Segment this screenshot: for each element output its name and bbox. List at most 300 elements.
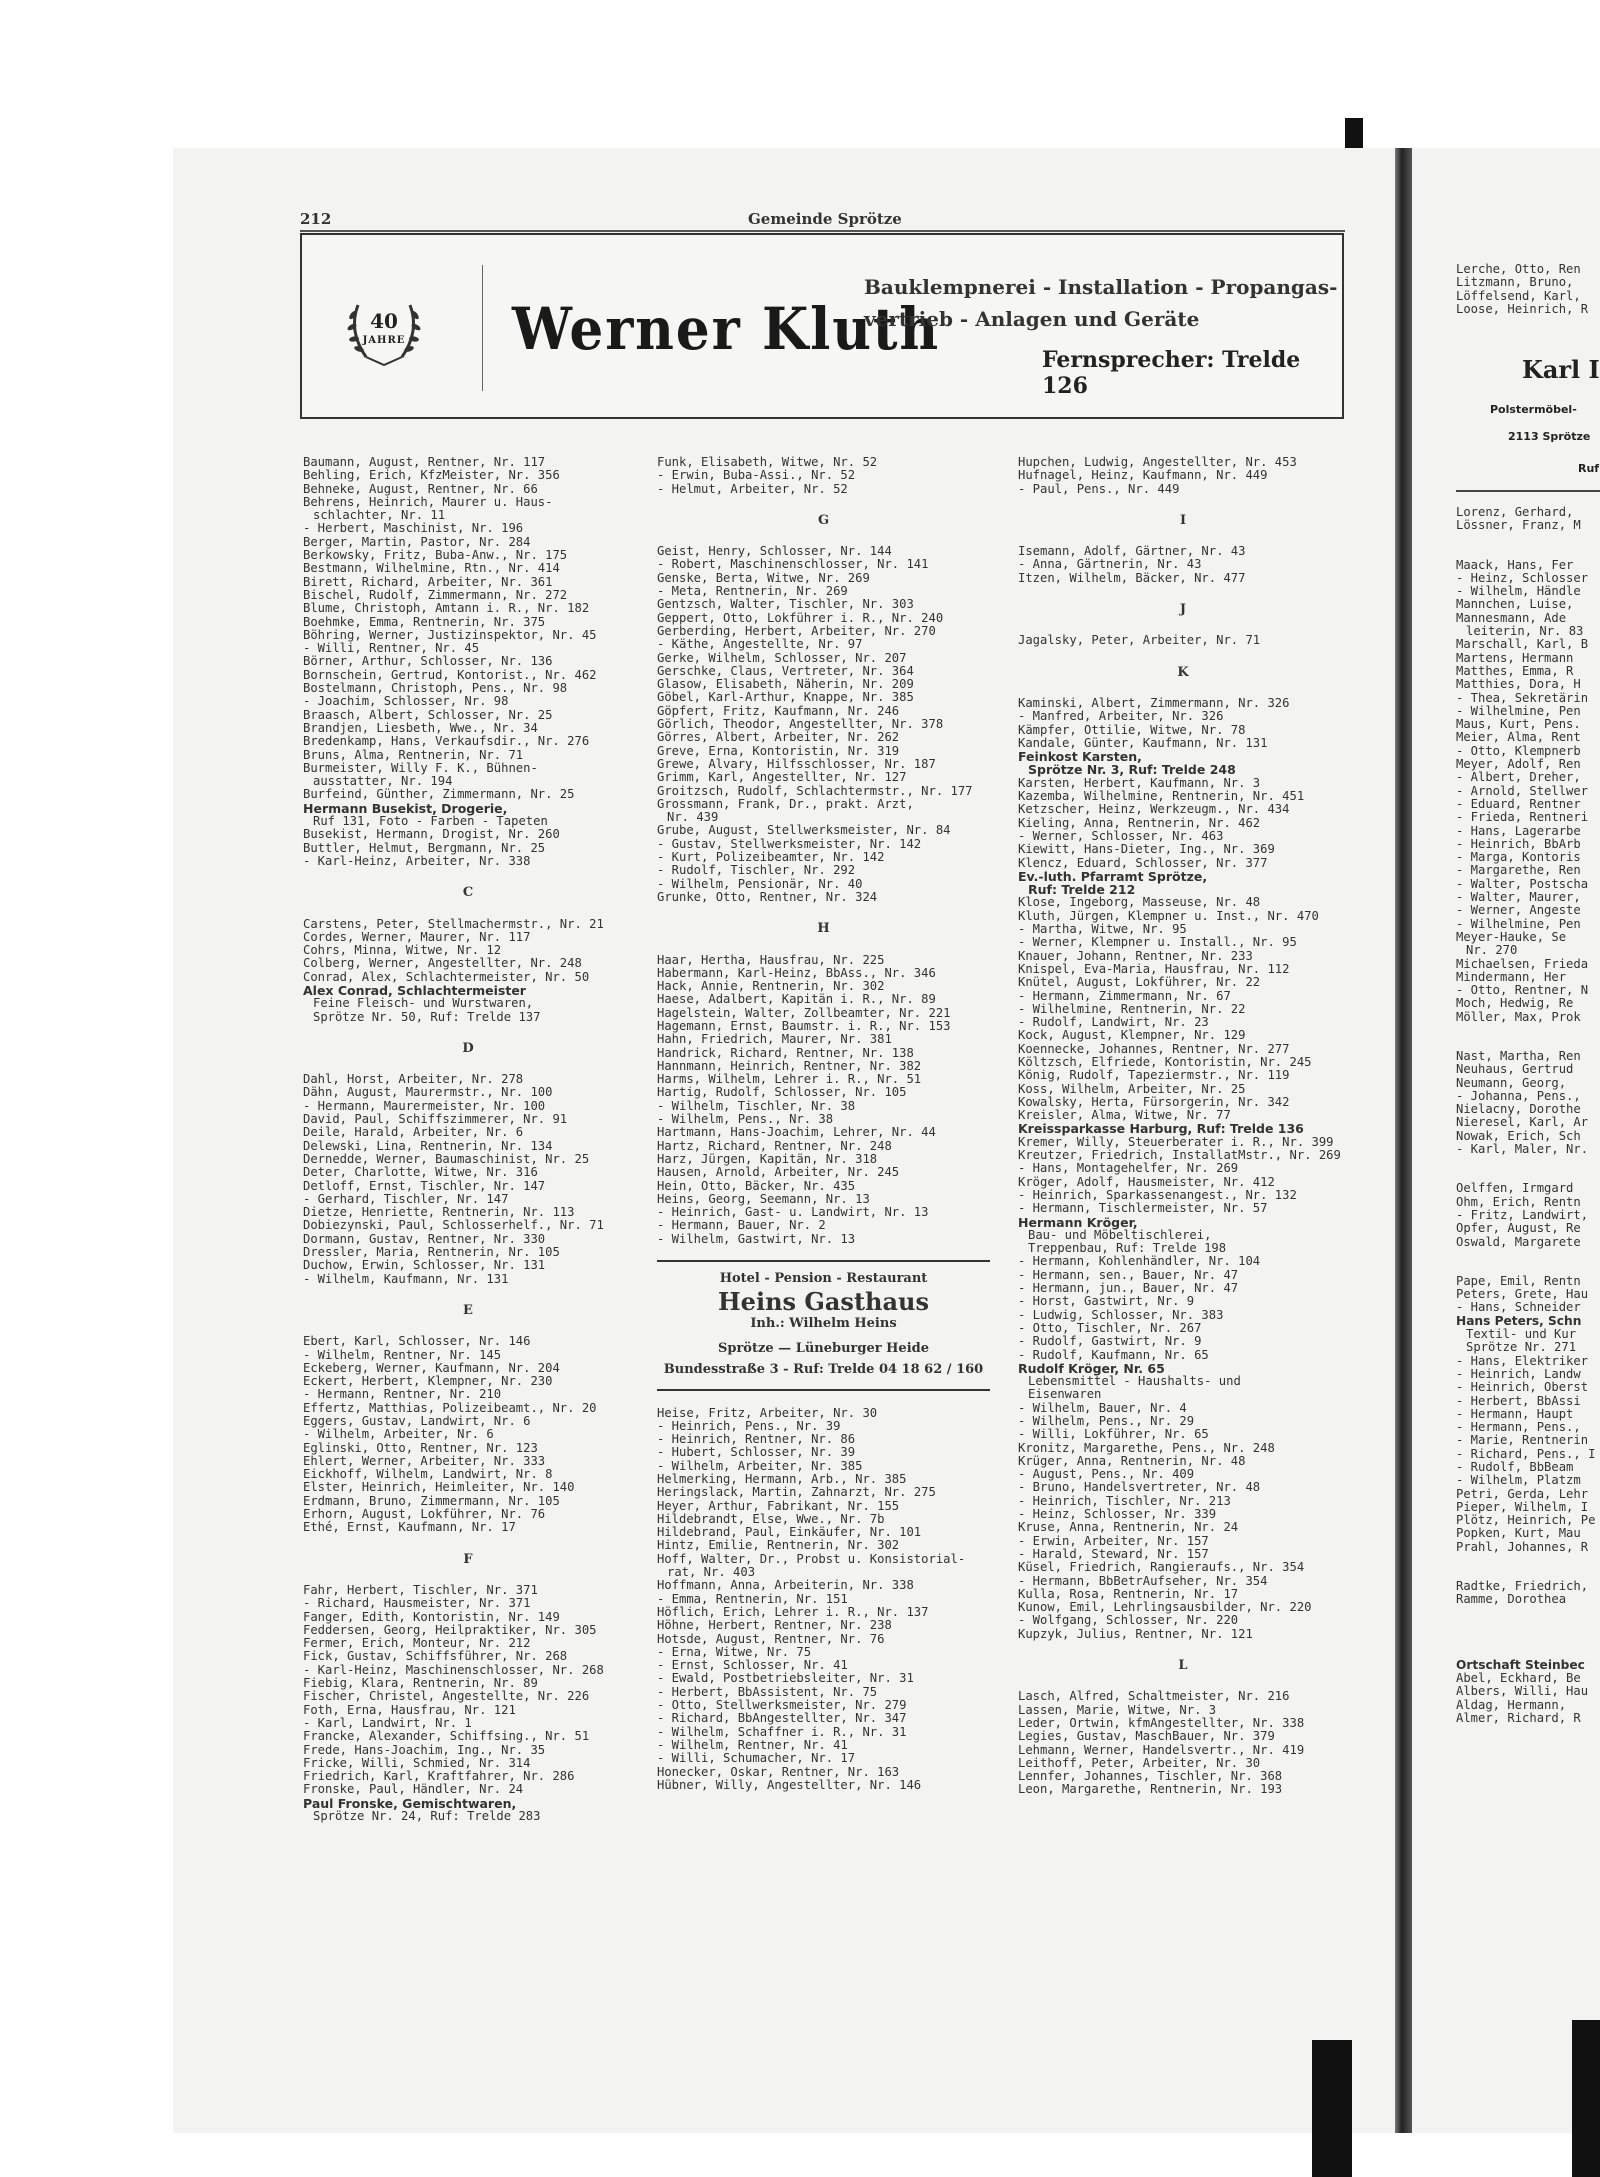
directory-entry: Ebert, Karl, Schlosser, Nr. 146: [303, 1334, 531, 1349]
directory-entry: Grewe, Alvary, Hilfsschlosser, Nr. 187: [657, 756, 936, 771]
directory-entry: Gentzsch, Walter, Tischler, Nr. 303: [657, 597, 914, 612]
directory-entry: Grossmann, Frank, Dr., prakt. Arzt,: [657, 796, 914, 811]
directory-entry: Ohm, Erich, Rentn: [1456, 1194, 1581, 1209]
directory-entry: Dernedde, Werner, Baumaschinist, Nr. 25: [303, 1151, 590, 1166]
business-entry: Alex Conrad, Schlachtermeister: [303, 982, 526, 998]
directory-entry: Matthes, Emma, R: [1456, 663, 1574, 678]
directory-entry: - Marga, Kontoris: [1456, 850, 1581, 865]
directory-entry: Heyer, Arthur, Fabrikant, Nr. 155: [657, 1498, 900, 1513]
directory-entry: - Wilhelm, Arbeiter, Nr. 6: [303, 1427, 494, 1442]
hotel-services: Hotel - Pension - Restaurant: [719, 1271, 928, 1287]
directory-entry: Kunow, Emil, Lehrlingsausbilder, Nr. 220: [1018, 1600, 1312, 1615]
directory-entry: Fick, Gustav, Schiffsführer, Nr. 268: [303, 1649, 568, 1664]
directory-entry: Detloff, Ernst, Tischler, Nr. 147: [303, 1178, 546, 1193]
directory-entry: Fischer, Christel, Angestellte, Nr. 226: [303, 1689, 590, 1704]
directory-entry: Haese, Adalbert, Kapitän i. R., Nr. 89: [657, 992, 936, 1007]
directory-entry: Kremer, Willy, Steuerberater i. R., Nr. 399: [1018, 1134, 1334, 1149]
directory-entry: Honecker, Oskar, Rentner, Nr. 163: [657, 1764, 900, 1779]
directory-entry: - Walter, Postscha: [1456, 876, 1589, 891]
business-entry: Hans Peters, Schn: [1456, 1313, 1582, 1328]
directory-entry: Dormann, Gustav, Rentner, Nr. 330: [303, 1231, 546, 1246]
directory-entry: Popken, Kurt, Mau: [1456, 1526, 1581, 1541]
directory-entry: Berger, Martin, Pastor, Nr. 284: [303, 534, 531, 549]
directory-entry: Habermann, Karl-Heinz, BbAss., Nr. 346: [657, 965, 936, 980]
directory-entry: - Willi, Lokführer, Nr. 65: [1018, 1427, 1209, 1442]
directory-entry: - Werner, Schlosser, Nr. 463: [1018, 828, 1224, 843]
right-ad-rule: [1456, 490, 1600, 492]
directory-entry: Matthies, Dora, H: [1456, 677, 1581, 692]
directory-entry: - Joachim, Schlosser, Nr. 98: [303, 694, 509, 709]
directory-entry: Plötz, Heinrich, Pe: [1456, 1513, 1596, 1528]
directory-entry: - Wilhelm, Rentner, Nr. 41: [657, 1737, 848, 1752]
directory-entry: Albers, Willi, Hau: [1456, 1684, 1589, 1699]
directory-column-3: [1018, 456, 1348, 1797]
directory-entry: - Hermann, jun., Bauer, Nr. 47: [1018, 1281, 1239, 1296]
directory-entry: Hartz, Richard, Rentner, Nr. 248: [657, 1138, 892, 1153]
directory-entry: Klencz, Eduard, Schlosser, Nr. 377: [1018, 855, 1268, 870]
directory-entry: Erdmann, Bruno, Zimmermann, Nr. 105: [303, 1493, 560, 1508]
directory-entry: Maus, Kurt, Pens.: [1456, 717, 1581, 732]
directory-entry: - Wilhelm, Tischler, Nr. 38: [657, 1098, 856, 1113]
directory-entry: Colberg, Werner, Angestellter, Nr. 248: [303, 956, 582, 971]
directory-entry: - Otto, Stellwerksmeister, Nr. 279: [657, 1698, 907, 1713]
directory-entry: Effertz, Matthias, Polizeibeamt., Nr. 20: [303, 1400, 597, 1415]
directory-entry: Hahn, Friedrich, Maurer, Nr. 381: [657, 1032, 892, 1047]
directory-entry: - Richard, Pens., I: [1456, 1446, 1596, 1461]
directory-entry: Hack, Annie, Rentnerin, Nr. 302: [657, 979, 885, 994]
section-gap: [1456, 1024, 1595, 1050]
directory-entry: Hintz, Emilie, Rentnerin, Nr. 302: [657, 1538, 900, 1553]
directory-entry: - Robert, Maschinenschlosser, Nr. 141: [657, 557, 929, 572]
directory-entry: Elster, Heinrich, Heimleiter, Nr. 140: [303, 1480, 575, 1495]
directory-entry: Hildebrandt, Else, Wwe., Nr. 7b: [657, 1511, 885, 1526]
directory-entry: Bornschein, Gertrud, Kontorist., Nr. 462: [303, 667, 597, 682]
directory-entry: Baumann, August, Rentner, Nr. 117: [303, 455, 546, 469]
directory-entry: Fanger, Edith, Kontoristin, Nr. 149: [303, 1609, 560, 1624]
directory-entry: Petri, Gerda, Lehr: [1456, 1486, 1589, 1501]
business-entry: Rudolf Kröger, Nr. 65: [1018, 1360, 1165, 1376]
directory-entry: Hoffmann, Anna, Arbeiterin, Nr. 338: [657, 1578, 914, 1593]
directory-entry: Grimm, Karl, Angestellter, Nr. 127: [657, 770, 907, 785]
directory-entry: Dähn, August, Maurermstr., Nr. 100: [303, 1085, 553, 1100]
section-gap: [1456, 533, 1595, 559]
business-entry: Kreissparkasse Harburg, Ruf: Trelde 136: [1018, 1121, 1304, 1137]
section-letter: H: [817, 921, 830, 937]
directory-entry: Hupchen, Ludwig, Angestellter, Nr. 453: [1018, 455, 1297, 469]
directory-entry: Meyer-Hauke, Se: [1456, 929, 1567, 944]
directory-entry: Peters, Grete, Hau: [1456, 1287, 1589, 1302]
directory-entry: Dietze, Henriette, Rentnerin, Nr. 113: [303, 1205, 575, 1220]
directory-entry: Meyer, Adolf, Ren: [1456, 757, 1581, 772]
directory-entry: - Johanna, Pens.,: [1456, 1088, 1581, 1103]
advertisement-heins-gasthaus: [657, 1260, 990, 1390]
directory-entry: - Emma, Rentnerin, Nr. 151: [657, 1591, 848, 1606]
hotel-address: Bundesstraße 3 - Ruf: Trelde 04 18 62 / 160: [663, 1362, 984, 1378]
directory-entry: - Hermann, Rentner, Nr. 210: [303, 1387, 502, 1402]
directory-entry: - Heinrich, Landw: [1456, 1366, 1581, 1381]
directory-entry: - Heinrich, Oberst: [1456, 1380, 1589, 1395]
directory-entry: - Otto, Klempnerb: [1456, 743, 1581, 758]
directory-entry: Itzen, Wilhelm, Bäcker, Nr. 477: [1018, 570, 1246, 585]
scanner-clip-bottom: [1312, 2040, 1352, 2177]
directory-entry: Carstens, Peter, Stellmachermstr., Nr. 21: [303, 916, 604, 931]
directory-entry: - Heinrich, BbArb: [1456, 836, 1581, 851]
directory-entry: Buttler, Helmut, Bergmann, Nr. 25: [303, 840, 546, 855]
directory-entry: - Karl-Heinz, Arbeiter, Nr. 338: [303, 853, 531, 868]
entry-continuation: schlachter, Nr. 11: [313, 508, 446, 523]
directory-entry: Leithoff, Peter, Arbeiter, Nr. 30: [1018, 1755, 1261, 1770]
directory-entry: Eglinski, Otto, Rentner, Nr. 123: [303, 1440, 538, 1455]
directory-entry: Duchow, Erwin, Schlosser, Nr. 131: [303, 1258, 546, 1273]
directory-entry: Leon, Margarethe, Rentnerin, Nr. 193: [1018, 1782, 1283, 1797]
directory-entry: - Hermann, Pens.,: [1456, 1420, 1581, 1435]
directory-entry: - Werner, Klempner u. Install., Nr. 95: [1018, 935, 1297, 950]
directory-entry: Greve, Erna, Kontoristin, Nr. 319: [657, 743, 900, 758]
section-letter: G: [817, 512, 830, 528]
directory-entry: Behneke, August, Rentner, Nr. 66: [303, 481, 538, 496]
directory-entry: Opfer, August, Re: [1456, 1221, 1581, 1236]
directory-entry: - Rudolf, BbBeam: [1456, 1460, 1574, 1474]
directory-entry: Lasch, Alfred, Schaltmeister, Nr. 216: [1018, 1689, 1290, 1704]
directory-entry: Hotsde, August, Rentner, Nr. 76: [657, 1631, 885, 1646]
directory-entry: Abel, Eckhard, Be: [1456, 1670, 1581, 1685]
directory-entry: Bruns, Alma, Rentnerin, Nr. 71: [303, 747, 524, 762]
directory-entry: Geist, Henry, Schlosser, Nr. 144: [657, 544, 892, 559]
directory-entry: Höflich, Erich, Lehrer i. R., Nr. 137: [657, 1604, 929, 1619]
directory-entry: Moch, Hedwig, Re: [1456, 996, 1574, 1011]
directory-entry: Dressler, Maria, Rentnerin, Nr. 105: [303, 1245, 560, 1260]
directory-entry: - Richard, Hausmeister, Nr. 371: [303, 1596, 531, 1611]
directory-entry: Knütel, August, Lokführer, Nr. 22: [1018, 975, 1261, 990]
directory-entry: - Wilhelm, Händle: [1456, 584, 1581, 599]
directory-entry: - Hermann, Haupt: [1456, 1406, 1574, 1421]
entry-continuation: Eisenwaren: [1028, 1387, 1102, 1402]
ad-services-line-2: vertrieb - Anlagen und Geräte: [864, 307, 1200, 331]
directory-entry: Hoff, Walter, Dr., Probst u. Konsistorial-: [657, 1551, 966, 1566]
directory-entry: Aldag, Hermann,: [1456, 1697, 1567, 1712]
directory-entry: Frede, Hans-Joachim, Ing., Nr. 35: [303, 1742, 546, 1757]
directory-entry: Prahl, Johannes, R: [1456, 1539, 1589, 1554]
directory-entry: Fronske, Paul, Händler, Nr. 24: [303, 1782, 524, 1797]
directory-entry: Kieling, Anna, Rentnerin, Nr. 462: [1018, 815, 1261, 830]
directory-entry: Neumann, Georg,: [1456, 1075, 1567, 1090]
directory-entry: Ehlert, Werner, Arbeiter, Nr. 333: [303, 1453, 546, 1468]
directory-entry: - Wilhelm, Arbeiter, Nr. 385: [657, 1458, 863, 1473]
hotel-name: Heins Gasthaus: [718, 1287, 929, 1317]
directory-entry: Geppert, Otto, Lokführer i. R., Nr. 240: [657, 610, 944, 625]
section-letter: F: [463, 1551, 473, 1567]
directory-entry: Görres, Albert, Arbeiter, Nr. 262: [657, 730, 900, 745]
directory-entry: Funk, Elisabeth, Witwe, Nr. 52: [657, 455, 878, 469]
directory-entry: Radtke, Friedrich,: [1456, 1579, 1589, 1594]
directory-entry: Küsel, Friedrich, Rangieraufs., Nr. 354: [1018, 1560, 1305, 1575]
directory-entry: Martens, Hermann: [1456, 650, 1574, 665]
directory-entry: Klose, Ingeborg, Masseuse, Nr. 48: [1018, 895, 1261, 910]
directory-entry: Leder, Ortwin, kfmAngestellter, Nr. 338: [1018, 1715, 1305, 1730]
directory-entry: Löffelsend, Karl,: [1456, 288, 1581, 303]
directory-entry: - Heinz, Schlosser: [1456, 570, 1589, 585]
directory-entry: - Ernst, Schlosser, Nr. 41: [657, 1658, 848, 1673]
directory-entry: - Manfred, Arbeiter, Nr. 326: [1018, 709, 1224, 724]
entry-continuation: ausstatter, Nr. 194: [313, 774, 453, 789]
directory-entry: - Hubert, Schlosser, Nr. 39: [657, 1445, 856, 1460]
directory-entry: - Paul, Pens., Nr. 449: [1018, 481, 1180, 496]
directory-entry: - Willi, Schumacher, Nr. 17: [657, 1751, 856, 1766]
directory-entry: - Hans, Schneider: [1456, 1300, 1581, 1315]
directory-entry: Dahl, Horst, Arbeiter, Nr. 278: [303, 1072, 524, 1087]
entry-continuation: Treppenbau, Ruf: Trelde 198: [1028, 1241, 1227, 1256]
directory-entry: - Harald, Steward, Nr. 157: [1018, 1546, 1209, 1561]
directory-entry: - Wilhelm, Bauer, Nr. 4: [1018, 1400, 1187, 1415]
directory-entry: - Wilhelmine, Rentnerin, Nr. 22: [1018, 1001, 1246, 1016]
directory-entry: Foth, Erna, Hausfrau, Nr. 121: [303, 1702, 516, 1717]
directory-entry: Conrad, Alex, Schlachtermeister, Nr. 50: [303, 969, 590, 984]
company-name: Werner Kluth: [512, 295, 941, 363]
directory-column-2: [657, 456, 990, 1792]
business-entry: Ortschaft Steinbec: [1456, 1657, 1585, 1672]
directory-entry: - Heinrich, Pens., Nr. 39: [657, 1418, 841, 1433]
directory-entry: Eggers, Gustav, Landwirt, Nr. 6: [303, 1414, 531, 1428]
directory-entry: Isemann, Adolf, Gärtner, Nr. 43: [1018, 544, 1246, 559]
directory-entry: Friedrich, Karl, Kraftfahrer, Nr. 286: [303, 1769, 575, 1784]
directory-entry: Dobiezynski, Paul, Schlosserhelf., Nr. 71: [303, 1218, 604, 1233]
header-rule: [300, 230, 1345, 232]
directory-entry: Börner, Arthur, Schlosser, Nr. 136: [303, 654, 553, 669]
directory-entry: - Helmut, Arbeiter, Nr. 52: [657, 481, 848, 496]
directory-entry: Bostelmann, Christoph, Pens., Nr. 98: [303, 681, 568, 696]
directory-entry: Knispel, Eva-Maria, Hausfrau, Nr. 112: [1018, 961, 1290, 976]
directory-entry: Heins, Georg, Seemann, Nr. 13: [657, 1191, 870, 1206]
entry-continuation: Textil- und Kur: [1466, 1327, 1577, 1342]
directory-entry: Nast, Martha, Ren: [1456, 1048, 1581, 1063]
directory-entry: Hagelstein, Walter, Zollbeamter, Nr. 221: [657, 1005, 951, 1020]
scan-margin: [0, 0, 1600, 58]
directory-entry: Lerche, Otto, Ren: [1456, 262, 1581, 276]
directory-entry: - Wilhelm, Kaufmann, Nr. 131: [303, 1271, 509, 1286]
hotel-owner: Inh.: Wilhelm Heins: [750, 1315, 897, 1331]
business-entry: Paul Fronske, Gemischtwaren,: [303, 1795, 517, 1811]
directory-entry: Heringslack, Martin, Zahnarzt, Nr. 275: [657, 1485, 936, 1500]
directory-entry: Hagemann, Ernst, Baumstr. i. R., Nr. 153: [657, 1018, 951, 1033]
directory-entry: Pieper, Wilhelm, I: [1456, 1499, 1589, 1514]
directory-entry: Grube, August, Stellwerksmeister, Nr. 84: [657, 823, 951, 838]
directory-entry: Gerke, Wilhelm, Schlosser, Nr. 207: [657, 650, 907, 665]
directory-entry: - Rudolf, Landwirt, Nr. 23: [1018, 1015, 1209, 1030]
directory-entry: Hartig, Rudolf, Schlosser, Nr. 105: [657, 1085, 907, 1100]
directory-entry: Behrens, Heinrich, Maurer u. Haus-: [303, 494, 553, 509]
ad-phone: Fernsprecher: Trelde 126: [1042, 347, 1301, 399]
section-letter: J: [1179, 602, 1187, 618]
directory-entry: Koss, Wilhelm, Arbeiter, Nr. 25: [1018, 1081, 1246, 1096]
entry-continuation: Bau- und Möbeltischlerei,: [1028, 1227, 1212, 1242]
directory-entry: - Rudolf, Kaufmann, Nr. 65: [1018, 1347, 1209, 1362]
directory-entry: Eickhoff, Wilhelm, Landwirt, Nr. 8: [303, 1467, 553, 1482]
directory-entry: - Fritz, Landwirt,: [1456, 1207, 1589, 1222]
page-title: Gemeinde Sprötze: [748, 210, 902, 228]
directory-entry: Krüger, Anna, Rentnerin, Nr. 48: [1018, 1453, 1246, 1468]
directory-entry: - Kurt, Polizeibeamter, Nr. 142: [657, 850, 885, 865]
directory-entry: Hannmann, Heinrich, Rentner, Nr. 382: [657, 1058, 922, 1073]
business-entry: Hermann Kröger,: [1018, 1214, 1138, 1230]
directory-entry: - Wilhelmine, Pen: [1456, 703, 1581, 718]
right-ad-sub1: Polstermöbel-: [1490, 403, 1577, 416]
directory-entry: Helmerking, Hermann, Arb., Nr. 385: [657, 1472, 907, 1486]
directory-entry: Mindermann, Her: [1456, 969, 1567, 984]
directory-entry: Nieresel, Karl, Ar: [1456, 1115, 1589, 1130]
directory-entry: Hartmann, Hans-Joachim, Lehrer, Nr. 44: [657, 1125, 936, 1140]
directory-entry: Fricke, Willi, Schmied, Nr. 314: [303, 1755, 531, 1770]
directory-entry: Blume, Christoph, Amtann i. R., Nr. 182: [303, 601, 590, 616]
directory-entry: - Heinz, Schlosser, Nr. 339: [1018, 1507, 1217, 1522]
entry-continuation: leiterin, Nr. 83: [1466, 624, 1584, 639]
directory-entry: Pape, Emil, Rentn: [1456, 1273, 1581, 1288]
directory-entry: - Frieda, Rentneri: [1456, 810, 1589, 825]
directory-entry: - Meta, Rentnerin, Nr. 269: [657, 584, 848, 599]
directory-entry: Genske, Berta, Witwe, Nr. 269: [657, 570, 870, 585]
right-page-list: [1456, 506, 1595, 1725]
directory-entry: Feddersen, Georg, Heilpraktiker, Nr. 305: [303, 1622, 597, 1637]
directory-entry: - Karl, Landwirt, Nr. 1: [303, 1715, 472, 1730]
directory-entry: - Eduard, Rentner: [1456, 796, 1581, 811]
directory-entry: Höhne, Herbert, Rentner, Nr. 238: [657, 1618, 892, 1633]
directory-entry: - Otto, Rentner, N: [1456, 983, 1589, 998]
badge-label: JAHRE: [362, 335, 406, 346]
section-gap: [1456, 1554, 1595, 1580]
directory-entry: Cordes, Werner, Maurer, Nr. 117: [303, 929, 531, 944]
directory-entry: Lehmann, Werner, Handelsvertr., Nr. 419: [1018, 1742, 1305, 1757]
section-gap: [1456, 1607, 1595, 1633]
directory-entry: Neuhaus, Gertrud: [1456, 1062, 1574, 1077]
right-ad-sub2: 2113 Sprötze: [1508, 430, 1591, 443]
directory-entry: Birett, Richard, Arbeiter, Nr. 361: [303, 574, 553, 589]
directory-entry: Lössner, Franz, M: [1456, 518, 1581, 533]
directory-entry: - Erwin, Arbeiter, Nr. 157: [1018, 1533, 1209, 1548]
directory-entry: Nowak, Erich, Sch: [1456, 1128, 1581, 1143]
directory-entry: Mannchen, Luise,: [1456, 597, 1574, 612]
directory-entry: Kowalsky, Herta, Fürsorgerin, Nr. 342: [1018, 1094, 1290, 1109]
directory-entry: Brandjen, Liesbeth, Wwe., Nr. 34: [303, 720, 538, 735]
entry-continuation: Sprötze Nr. 271: [1466, 1340, 1577, 1355]
section-gap: [1456, 1633, 1595, 1659]
directory-entry: Kämpfer, Ottilie, Witwe, Nr. 78: [1018, 722, 1246, 737]
directory-entry: Kulla, Rosa, Rentnerin, Nr. 17: [1018, 1586, 1239, 1601]
directory-entry: Kluth, Jürgen, Klempner u. Inst., Nr. 470: [1018, 908, 1319, 923]
directory-entry: Braasch, Albert, Schlosser, Nr. 25: [303, 707, 553, 722]
directory-entry: - Rudolf, Gastwirt, Nr. 9: [1018, 1334, 1202, 1349]
directory-entry: Ketzscher, Heinz, Werkzeugm., Nr. 434: [1018, 802, 1290, 817]
directory-entry: - Horst, Gastwirt, Nr. 9: [1018, 1294, 1195, 1309]
directory-entry: - Wilhelm, Pensionär, Nr. 40: [657, 876, 863, 891]
directory-entry: Behling, Erich, KfzMeister, Nr. 356: [303, 468, 560, 483]
directory-entry: Kazemba, Wilhelmine, Rentnerin, Nr. 451: [1018, 789, 1305, 804]
directory-entry: Hufnagel, Heinz, Kaufmann, Nr. 449: [1018, 468, 1268, 483]
directory-entry: - Hermann, BbBetrAufseher, Nr. 354: [1018, 1573, 1268, 1588]
directory-entry: - Rudolf, Tischler, Nr. 292: [657, 863, 856, 878]
entry-continuation: Nr. 270: [1466, 943, 1518, 958]
section-letter: L: [1178, 1658, 1188, 1674]
ad-services-line-1: Bauklempnerei - Installation - Propangas-: [864, 275, 1338, 299]
directory-entry: Michaelsen, Frieda: [1456, 956, 1589, 971]
directory-entry: - Herbert, BbAssistent, Nr. 75: [657, 1684, 878, 1699]
directory-entry: Heise, Fritz, Arbeiter, Nr. 30: [657, 1405, 878, 1420]
entry-continuation: Sprötze Nr. 24, Ruf: Trelde 283: [313, 1809, 541, 1824]
directory-entry: Lorenz, Gerhard,: [1456, 505, 1574, 519]
directory-entry: - Erna, Witwe, Nr. 75: [657, 1644, 812, 1659]
directory-entry: Loose, Heinrich, R: [1456, 301, 1589, 316]
directory-entry: - Thea, Sekretärin: [1456, 690, 1589, 705]
directory-entry: - Hans, Montagehelfer, Nr. 269: [1018, 1161, 1239, 1176]
directory-entry: - Heinrich, Tischler, Nr. 213: [1018, 1493, 1231, 1508]
directory-entry: Hausen, Arnold, Arbeiter, Nr. 245: [657, 1165, 900, 1180]
section-letter: K: [1177, 664, 1189, 680]
directory-entry: Gerberding, Herbert, Arbeiter, Nr. 270: [657, 623, 936, 638]
directory-entry: Deile, Harald, Arbeiter, Nr. 6: [303, 1125, 524, 1140]
directory-entry: Legies, Gustav, MaschBauer, Nr. 379: [1018, 1729, 1275, 1744]
section-letter: C: [462, 885, 474, 901]
directory-entry: - Hermann, Bauer, Nr. 2: [657, 1218, 826, 1233]
directory-entry: Kupzyk, Julius, Rentner, Nr. 121: [1018, 1626, 1253, 1641]
directory-entry: Hildebrand, Paul, Einkäufer, Nr. 101: [657, 1525, 922, 1540]
directory-entry: Harms, Wilhelm, Lehrer i. R., Nr. 51: [657, 1072, 922, 1087]
ad-divider: [482, 265, 483, 391]
directory-column-1: [303, 456, 633, 1823]
directory-entry: Almer, Richard, R: [1456, 1710, 1581, 1725]
directory-entry: - Hans, Lagerarbe: [1456, 823, 1581, 838]
business-entry: Ev.-luth. Pfarramt Sprötze,: [1018, 868, 1208, 884]
directory-entry: - Marie, Rentnerin: [1456, 1433, 1589, 1448]
directory-entry: - Richard, BbAngestellter, Nr. 347: [657, 1711, 907, 1726]
directory-entry: Erhorn, August, Lokführer, Nr. 76: [303, 1507, 546, 1522]
directory-entry: David, Paul, Schiffszimmerer, Nr. 91: [303, 1112, 568, 1127]
directory-entry: Bredenkamp, Hans, Verkaufsdir., Nr. 276: [303, 734, 590, 749]
directory-entry: Böhring, Werner, Justizinspektor, Nr. 45: [303, 627, 597, 642]
section-gap: [1456, 1249, 1595, 1275]
directory-entry: Kaminski, Albert, Zimmermann, Nr. 326: [1018, 695, 1290, 710]
directory-entry: Groitzsch, Rudolf, Schlachtermstr., Nr. 177: [657, 783, 973, 798]
right-ad-title: Karl I: [1522, 355, 1600, 384]
right-page-top-list: [1456, 263, 1588, 316]
section-letter: E: [463, 1302, 473, 1318]
badge-number: 40: [370, 309, 398, 333]
directory-entry: - Karl, Maler, Nr.: [1456, 1142, 1589, 1157]
directory-entry: Oelffen, Irmgard: [1456, 1181, 1574, 1196]
directory-entry: Lassen, Marie, Witwe, Nr. 3: [1018, 1702, 1217, 1717]
directory-entry: - Wolfgang, Schlosser, Nr. 220: [1018, 1613, 1239, 1628]
directory-entry: - Arnold, Stellwer: [1456, 783, 1589, 798]
directory-entry: Delewski, Lina, Rentnerin, Nr. 134: [303, 1138, 553, 1153]
right-ad-sub3: Ruf: [1578, 462, 1600, 475]
directory-entry: Fiebig, Klara, Rentnerin, Nr. 89: [303, 1676, 538, 1691]
entry-continuation: Ruf 131, Foto - Farben - Tapeten: [313, 814, 548, 829]
directory-entry: Boehmke, Emma, Rentnerin, Nr. 375: [303, 614, 546, 629]
business-entry: Feinkost Karsten,: [1018, 749, 1142, 765]
directory-entry: Burmeister, Willy F. K., Bühnen-: [303, 760, 538, 775]
directory-entry: - Hermann, Kohlenhändler, Nr. 104: [1018, 1254, 1261, 1269]
entry-continuation: Sprötze Nr. 50, Ruf: Trelde 137: [313, 1009, 541, 1024]
entry-continuation: Nr. 439: [667, 810, 719, 825]
directory-entry: König, Rudolf, Tapeziermstr., Nr. 119: [1018, 1068, 1290, 1083]
directory-entry: - Hermann, Maurermeister, Nr. 100: [303, 1098, 546, 1113]
directory-entry: - Anna, Gärtnerin, Nr. 43: [1018, 557, 1202, 572]
anniversary-badge: [344, 291, 424, 371]
business-entry-detail: Ruf: Trelde 212: [1028, 882, 1136, 898]
directory-entry: Kandale, Günter, Kaufmann, Nr. 131: [1018, 735, 1268, 750]
directory-entry: - Wilhelm, Gastwirt, Nr. 13: [657, 1231, 856, 1246]
directory-entry: - Wilhelm, Schaffner i. R., Nr. 31: [657, 1724, 907, 1739]
directory-entry: Eckeberg, Werner, Kaufmann, Nr. 204: [303, 1360, 560, 1375]
directory-entry: - Herbert, BbAssi: [1456, 1393, 1581, 1408]
directory-entry: - Hans, Elektriker: [1456, 1353, 1589, 1368]
